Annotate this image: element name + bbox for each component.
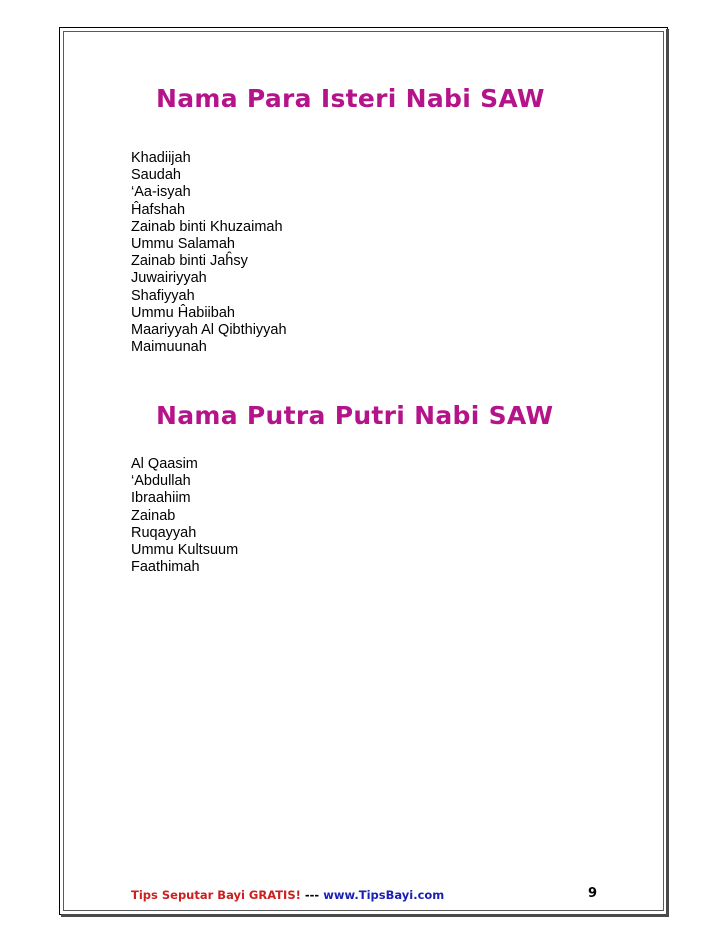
list-item: Ibraahiim xyxy=(131,490,191,507)
list-item: Maariyyah Al Qibthiyyah xyxy=(131,322,287,339)
list-item: Ruqayyah xyxy=(131,524,197,541)
list-item: Faathimah xyxy=(131,559,200,576)
list-item: Zainab binti Khuzaimah xyxy=(131,218,283,235)
footer-brand: Tips Seputar Bayi GRATIS! xyxy=(131,888,301,902)
list-item: Maimuunah xyxy=(131,339,207,356)
list-item: Ummu Kultsuum xyxy=(131,542,239,559)
list-item: Zainab binti Jaĥsy xyxy=(131,253,248,270)
list-item: Khadiijah xyxy=(131,150,191,166)
list-item: Ummu Salamah xyxy=(131,236,235,253)
list-item: Saudah xyxy=(131,167,181,184)
list-item: ‘Aa-isyah xyxy=(131,184,191,201)
page-footer xyxy=(131,888,444,902)
page-shadow-bottom xyxy=(61,914,669,917)
wives-section-title: Nama Para Isteri Nabi SAW xyxy=(156,84,545,113)
page-shadow-right xyxy=(666,29,669,917)
children-name-list xyxy=(131,456,238,576)
list-item: Ĥafshah xyxy=(131,201,186,218)
page-number: 9 xyxy=(588,886,598,901)
list-item: Al Qaasim xyxy=(131,456,198,472)
footer-separator: --- xyxy=(304,888,320,902)
footer-url-link[interactable]: www.TipsBayi.com xyxy=(323,888,445,902)
list-item: Zainab xyxy=(131,507,176,524)
wives-name-list xyxy=(131,150,287,356)
list-item: Juwairiyyah xyxy=(131,270,207,287)
list-item: Shafiyyah xyxy=(131,287,195,304)
children-section-title: Nama Putra Putri Nabi SAW xyxy=(156,401,554,430)
list-item: ‘Abdullah xyxy=(131,473,191,490)
list-item: Ummu Ĥabiibah xyxy=(131,304,235,321)
